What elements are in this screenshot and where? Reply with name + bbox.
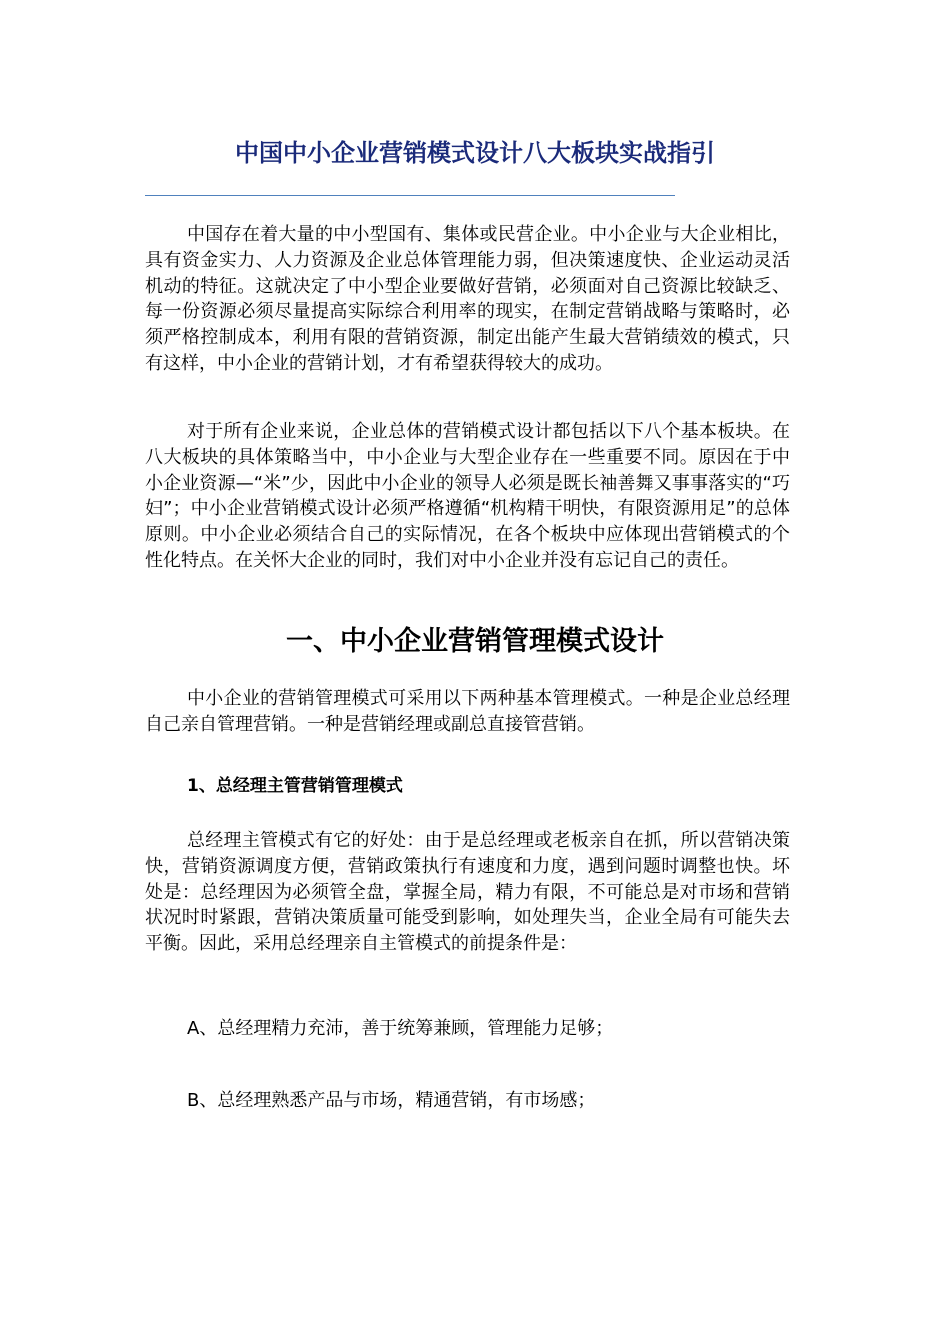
section-heading: 一、中小企业营销管理模式设计: [286, 626, 664, 657]
subsection-paragraph: 总经理主管模式有它的好处：由于是总经理或老板亲自在抓，所以营销决策快，营销资源调度方便，营销政策执行有速度和力度，遇到问题时调整也快。坏处是：总经理因为必须管全盘，掌握全局，精力有限，不可能总是对市场和营销状况时时紧跟，营销决策质量可能受到影响，如处理失当，企业全局有可能失去平衡。因此，采用总经理亲自主管模式的前提条件是：: [145, 830, 790, 955]
condition-item-b: B、总经理熟悉产品与市场，精通营销，有市场感；: [187, 1090, 596, 1111]
intro-paragraph-2: 对于所有企业来说，企业总体的营销模式设计都包括以下八个基本板块。在八大板块的具体策略当中，中小企业与大型企业存在一些重要不同。原因在于中小企业资源—“米”少，因此中小企业的领导人必须是既长袖善舞又事事落实的“巧妇”；中小企业营销模式设计必须严格遵循“机构精干明快，有限资源用足”的总体原则。中小企业必须结合自己的实际情况，在各个板块中应体现出营销模式的个性化特点。在关怀大企业的同时，我们对中小企业并没有忘记自己的责任。: [145, 421, 790, 571]
condition-item-a: A、总经理精力充沛，善于统筹兼顾，管理能力足够；: [187, 1018, 614, 1039]
subsection-heading: 1、总经理主管营销管理模式: [187, 776, 403, 796]
document-title: 中国中小企业营销模式设计八大板块实战指引: [235, 139, 715, 167]
title-divider: [145, 195, 675, 196]
intro-paragraph-1: 中国存在着大量的中小型国有、集体或民营企业。中小企业与大企业相比，具有资金实力、人力资源及企业总体管理能力弱，但决策速度快、企业运动灵活机动的特征。这就决定了中小型企业要做好营销，必须面对自己资源比较缺乏、每一份资源必须尽量提高实际综合利用率的现实，在制定营销战略与策略时，必须严格控制成本，利用有限的营销资源，制定出能产生最大营销绩效的模式，只有这样，中小企业的营销计划，才有希望获得较大的成功。: [145, 224, 790, 374]
section-paragraph: 中小企业的营销管理模式可采用以下两种基本管理模式。一种是企业总经理自己亲自管理营销。一种是营销经理或副总直接管营销。: [145, 688, 790, 735]
